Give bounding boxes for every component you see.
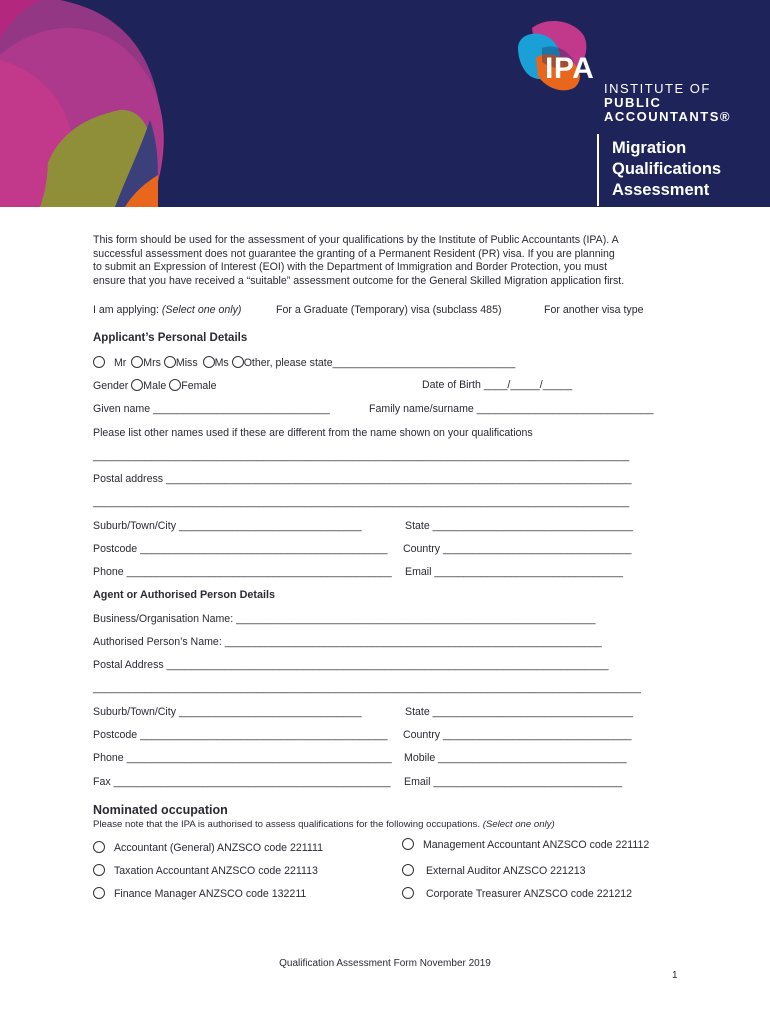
suburb-field[interactable]: Suburb/Town/City _______________________________ bbox=[93, 520, 362, 532]
postcode-field[interactable]: Postcode __________________________________________ bbox=[93, 543, 388, 555]
radio-mrs[interactable] bbox=[131, 356, 143, 368]
radio-mr[interactable] bbox=[93, 356, 105, 368]
gender-row bbox=[93, 379, 217, 392]
footer-form-name: Qualification Assessment Form November 2019 bbox=[279, 958, 491, 969]
radio-occupation-management-accountant[interactable] bbox=[402, 838, 414, 850]
agent-postcode-field[interactable]: Postcode __________________________________________ bbox=[93, 729, 388, 741]
organisation-name bbox=[604, 82, 731, 124]
title-label-miss: Miss bbox=[175, 357, 198, 369]
page-number: 1 bbox=[672, 970, 678, 981]
title-line-3: Assessment bbox=[612, 181, 710, 199]
applying-hint: (Select one only) bbox=[161, 304, 242, 316]
occupation-label: External Auditor ANZSCO 221213 bbox=[425, 865, 586, 877]
other-names-field[interactable]: ___________________________________________________________________________________________ bbox=[93, 450, 630, 462]
org-line-3: ACCOUNTANTS® bbox=[604, 109, 731, 124]
intro-paragraph bbox=[93, 234, 693, 288]
title-line-2: Qualifications bbox=[612, 160, 722, 178]
agent-mobile-field[interactable]: Mobile ________________________________ bbox=[404, 752, 627, 764]
agent-suburb-field[interactable]: Suburb/Town/City _______________________________ bbox=[93, 706, 362, 718]
org-line-2: PUBLIC bbox=[604, 95, 662, 110]
radio-occupation-taxation-accountant[interactable] bbox=[93, 864, 105, 876]
applying-label: I am applying: bbox=[93, 304, 159, 316]
occupation-option[interactable] bbox=[402, 864, 586, 877]
gender-male-label: Male bbox=[143, 380, 167, 392]
occupation-note-hint: (Select one only) bbox=[482, 819, 555, 830]
postal-address-line-2[interactable]: ___________________________________________________________________________________________ bbox=[93, 496, 630, 508]
occupation-option[interactable] bbox=[93, 841, 323, 854]
agent-postal-address-line-2[interactable]: _____________________________________________________________________________________________ bbox=[93, 682, 641, 694]
phone-field[interactable]: Phone _____________________________________________ bbox=[93, 566, 392, 578]
gender-label: Gender bbox=[93, 380, 129, 392]
agent-fax-field[interactable]: Fax _______________________________________________ bbox=[93, 776, 391, 788]
occupation-option[interactable] bbox=[402, 887, 632, 900]
occupation-note-text: Please note that the IPA is authorised to assess qualifications for the following occupations. bbox=[93, 819, 481, 830]
option-other-visa[interactable]: For another visa type bbox=[544, 304, 644, 316]
divider bbox=[597, 134, 599, 206]
agent-country-field[interactable]: Country ________________________________ bbox=[403, 729, 632, 741]
family-name-field[interactable]: Family name/surname ______________________________ bbox=[369, 403, 654, 415]
title-label-mrs: Mrs bbox=[143, 357, 161, 369]
authorised-person-field[interactable]: Authorised Person’s Name: ________________________________________________________________ bbox=[93, 636, 602, 648]
given-name-field[interactable]: Given name ______________________________ bbox=[93, 403, 330, 415]
org-line-1: INSTITUTE OF bbox=[604, 81, 711, 96]
section-heading-personal: Applicant’s Personal Details bbox=[93, 332, 248, 344]
occupation-label: Management Accountant ANZSCO code 221112 bbox=[422, 839, 650, 851]
country-field[interactable]: Country ________________________________ bbox=[403, 543, 632, 555]
title-label-mr: Mr bbox=[113, 357, 127, 369]
dob-field[interactable]: Date of Birth ____/_____/_____ bbox=[422, 379, 573, 391]
intro-line: successful assessment does not guarantee the granting of a Permanent Resident (PR) visa. If you are planning bbox=[93, 247, 615, 260]
applying-row bbox=[93, 304, 241, 316]
occupation-label: Accountant (General) ANZSCO code 221111 bbox=[113, 842, 323, 854]
state-field[interactable]: State __________________________________ bbox=[405, 520, 633, 532]
radio-male[interactable] bbox=[131, 379, 143, 391]
section-heading-agent: Agent or Authorised Person Details bbox=[93, 589, 275, 601]
occupation-note bbox=[93, 819, 555, 830]
agent-state-field[interactable]: State __________________________________ bbox=[405, 706, 633, 718]
radio-occupation-finance-manager[interactable] bbox=[93, 887, 105, 899]
agent-phone-field[interactable]: Phone _____________________________________________ bbox=[93, 752, 392, 764]
title-options bbox=[93, 356, 515, 369]
business-name-field[interactable]: Business/Organisation Name: _____________________________________________________________ bbox=[93, 613, 596, 625]
title-label-other[interactable]: Other, please state_______________________________ bbox=[243, 357, 516, 369]
radio-other[interactable] bbox=[232, 356, 244, 368]
radio-miss[interactable] bbox=[164, 356, 176, 368]
radio-female[interactable] bbox=[169, 379, 181, 391]
title-line-1: Migration bbox=[612, 139, 687, 157]
email-field[interactable]: Email ________________________________ bbox=[405, 566, 623, 578]
radio-occupation-accountant-general[interactable] bbox=[93, 841, 105, 853]
other-names-label: Please list other names used if these are different from the name shown on your qualifications bbox=[93, 427, 533, 439]
agent-email-field[interactable]: Email ________________________________ bbox=[404, 776, 622, 788]
occupation-option[interactable] bbox=[93, 887, 306, 900]
intro-line: This form should be used for the assessment of your qualifications by the Institute of Public Accountants (IPA). A bbox=[93, 234, 619, 246]
section-heading-occupation: Nominated occupation bbox=[93, 803, 228, 817]
occupation-label: Corporate Treasurer ANZSCO code 221212 bbox=[425, 888, 633, 900]
logo-wordmark: IPA bbox=[545, 52, 595, 85]
occupation-option[interactable] bbox=[402, 838, 649, 851]
header-banner bbox=[0, 0, 770, 207]
occupation-option[interactable] bbox=[93, 864, 318, 877]
occupation-label: Finance Manager ANZSCO code 132211 bbox=[113, 888, 307, 900]
intro-line: to submit an Expression of Interest (EOI) with the Department of Immigration and Border Protection, you must bbox=[93, 261, 608, 274]
option-graduate-visa[interactable]: For a Graduate (Temporary) visa (subclass 485) bbox=[276, 304, 502, 316]
radio-ms[interactable] bbox=[203, 356, 215, 368]
radio-occupation-corporate-treasurer[interactable] bbox=[402, 887, 414, 899]
agent-postal-address-field[interactable]: Postal Address ___________________________________________________________________________ bbox=[93, 659, 609, 671]
intro-line: ensure that you have received a “suitable” assessment outcome for the General Skilled Migration application first. bbox=[93, 274, 625, 287]
radio-occupation-external-auditor[interactable] bbox=[402, 864, 414, 876]
gender-female-label: Female bbox=[181, 380, 217, 392]
occupation-label: Taxation Accountant ANZSCO code 221113 bbox=[113, 865, 318, 877]
form-title bbox=[612, 138, 721, 201]
postal-address-field[interactable]: Postal address _______________________________________________________________________________ bbox=[93, 473, 632, 485]
title-label-ms: Ms bbox=[214, 357, 229, 369]
